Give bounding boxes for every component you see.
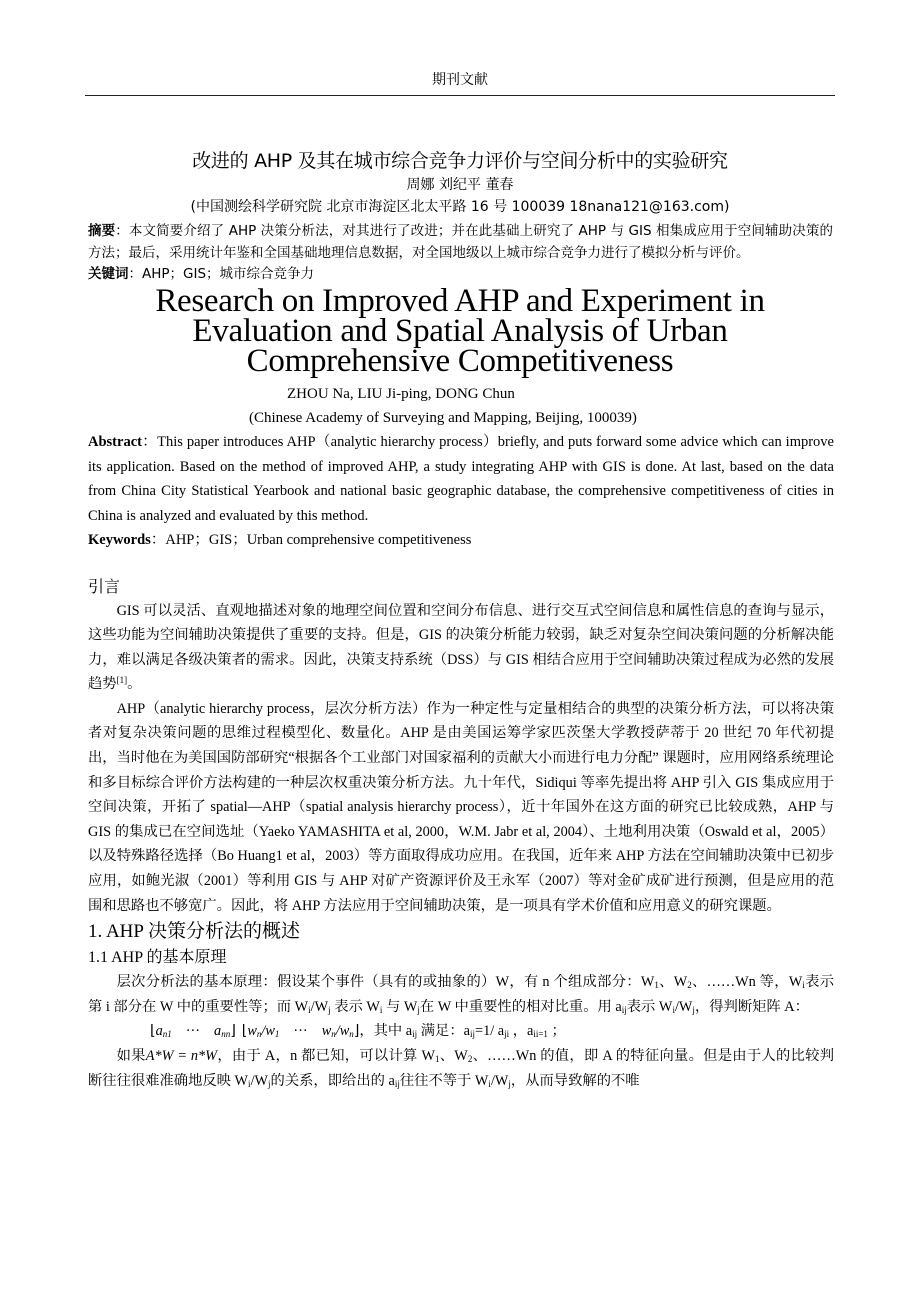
citation-ref[interactable]: [1] — [116, 675, 128, 686]
english-title-line: Research on Improved AHP and Experiment in — [155, 283, 765, 319]
subscript: n — [349, 1029, 354, 1040]
section-1-heading: 1. AHP 决策分析法的概述 — [88, 921, 301, 943]
subscript: nn — [221, 1029, 231, 1040]
subscript: 2 — [467, 1054, 473, 1064]
chinese-keywords-label: 关键词 — [88, 266, 129, 282]
english-abstract — [88, 430, 834, 528]
chinese-affiliation: (中国测绘科学研究院 北京市海淀区北太平路 16 号 100039 18nana121@163.com) — [190, 199, 730, 215]
english-keywords-label: Keywords — [88, 532, 151, 548]
text-run: 、……Wn 等，W — [691, 974, 803, 991]
matrix-dots: ··· — [293, 1023, 308, 1040]
text-run: 的关系，即给出的 a — [270, 1072, 395, 1089]
english-authors: ZHOU Na, LIU Ji-ping, DONG Chun — [287, 386, 515, 402]
matrix-entry: /w — [261, 1023, 275, 1040]
text-run: 与 W — [382, 998, 418, 1015]
subscript: ii=1 — [533, 1029, 548, 1040]
subscript: ij — [469, 1029, 475, 1040]
english-affiliation: (Chinese Academy of Surveying and Mapping, Beijing, 100039) — [249, 410, 637, 426]
subscript: 1 — [434, 1054, 440, 1064]
subscript: j — [328, 1004, 331, 1015]
subscript: i — [672, 1004, 675, 1015]
text-run: ，得判断矩阵 A： — [694, 998, 809, 1015]
subscript: 1 — [654, 980, 659, 991]
text-run: 层次分析法的基本原理：假设某个事件（具有的或抽象的）W，有 n 个组成部分：W — [116, 974, 655, 991]
matrix-right-row: $⌊w_n/w_1$ ··· $w_n/w_n⌋$ — [241, 1023, 360, 1040]
subscript: j — [508, 1078, 511, 1089]
chinese-authors: 周娜 刘纪平 董春 — [406, 177, 514, 193]
intro-paragraph-1 — [88, 599, 834, 697]
chinese-keywords — [88, 264, 833, 284]
document-page — [85, 0, 835, 1133]
text-run: ，其中 a — [359, 1023, 413, 1040]
subscript: j — [692, 1004, 695, 1015]
text-run: 表示第 i 部分在 W 中的重要性等；而 W — [88, 974, 834, 1015]
subscript: ij — [412, 1029, 418, 1040]
intro-p1-end: 。 — [127, 676, 142, 693]
matrix-entry: a — [214, 1023, 222, 1040]
matrix-entry: w — [321, 1023, 332, 1040]
chinese-abstract-text: ：本文简要介绍了 AHP 决策分析法，对其进行了改进；并在此基础上研究了 AHP 与 GIS 相集成应用于空间辅助决策的方法；最后，采用统计年鉴和全国基础地理信息数据，对全国地级以上城市综合竞争力进行了模拟分析与评价。 — [88, 223, 833, 261]
subscript: n — [256, 1029, 262, 1040]
intro-heading: 引言 — [88, 576, 121, 596]
english-title-line: Comprehensive Competitiveness — [246, 343, 674, 379]
subscript: 2 — [687, 980, 692, 991]
subscript: i — [379, 1004, 383, 1015]
text-run: /W — [250, 1072, 269, 1089]
header-divider — [85, 95, 835, 96]
text-run: ，由于 A，n 都已知，可以计算 W — [217, 1048, 435, 1064]
english-keywords-text: ：AHP；GIS；Urban comprehensive competitiveness — [150, 532, 472, 548]
english-title — [85, 283, 835, 379]
text-run: 满足：a — [417, 1023, 470, 1040]
subscript: i — [802, 980, 805, 991]
subscript: 1 — [274, 1029, 280, 1040]
section-1-1-paragraph-1 — [88, 970, 834, 1019]
text-run: 在 W 中重要性的相对比重。用 a — [419, 998, 622, 1015]
intro-p2-text: AHP（analytic hierarchy process，层次分析方法）作为一种定性与定量相结合的典型的决策分析方法，可以将决策者对复杂决策问题的思维过程模型化、数量化。AHP 是由美国运筹学家匹茨堡大学教授萨蒂于 20 世纪 70 年代初提出，当时他在为美国国防部研究“根据各个工业部门对国家福利的贡献大小而进行电力分配” 课题时，应用网络系统理论和多目标综合评价方法构建的一种层次权重决策分析方法。九十年代，Sidiqui 等率先提出将 AHP 引入 GIS 集成应用于空间决策，开拓了 spatial—AHP（spatial analysis hierarchy process），近十年国外在这方面的研究已比较成熟，AHP 与 GIS 的集成已在空间选址（Yaeko YAMASHITA et al, 2000，W.M. Jabr et al, 2004）、土地利用决策（Oswald et al，2005）以及特殊路径选择（Bo Huang1 et al，2003）等方面取得成功应用。在我国，近年来 AHP 方法在空间辅助决策中已初步应用，如鲍光淑（2001）等利用 GIS 与 AHP 对矿产资源评价及王永军（2007）等对金矿成矿进行预测，但是应用的范围和思路也不够宽广。因此，将 AHP 方法应用于空间辅助决策，是一项具有学术价值和应用意义的研究课题。 — [88, 700, 834, 914]
chinese-abstract-label: 摘要 — [88, 223, 116, 239]
text-run: ，a — [509, 1023, 534, 1040]
chinese-abstract — [88, 220, 833, 264]
journal-header: 期刊文献 — [432, 72, 488, 88]
subscript: j — [268, 1078, 271, 1089]
subscript: i — [488, 1078, 491, 1089]
text-run: 如果 — [116, 1048, 146, 1064]
subscript: ij — [394, 1078, 400, 1089]
english-abstract-label: Abstract — [88, 434, 142, 450]
text-run: /W — [490, 1072, 509, 1089]
chinese-title: 改进的 AHP 及其在城市综合竞争力评价与空间分析中的实验研究 — [192, 150, 728, 172]
subscript: i — [308, 1004, 311, 1015]
english-abstract-text: ：This paper introduces AHP（analytic hierarchy process）briefly, and puts forward some advice which can improve its application. Based on the method of improved AHP, a study integrating AHP with GIS is done. At last, based on the data from China City Statistical Yearbook and national basic geographic database, the comprehensive competitiveness of cities in China is analyzed and evaluated by this method. — [88, 434, 834, 524]
subscript: ji — [504, 1029, 510, 1040]
intro-paragraph-2 — [88, 697, 834, 918]
subscript: n — [331, 1029, 336, 1040]
text-run: 表示 W — [330, 998, 380, 1015]
subscript: n1 — [162, 1029, 172, 1040]
text-run: 表示 W — [626, 998, 673, 1015]
subscript: j — [417, 1004, 420, 1015]
eigen-equation: A*W = n*W — [145, 1048, 218, 1064]
text-run: 往往不等于 W — [399, 1072, 489, 1089]
subscript: i — [248, 1078, 251, 1089]
subscript: ij — [621, 1004, 627, 1015]
intro-p1-text: GIS 可以灵活、直观地描述对象的地理空间位置和空间分布信息、进行交互式空间信息和属性信息的查询与显示，这些功能为空间辅助决策提供了重要的支持。但是，GIS 的决策分析能力较弱，缺乏对复杂空间决策问题的分析解决能力，难以满足各级决策者的需求。因此，决策支持系统（DSS）与 GIS 相结合应用于空间辅助决策过程成为必然的发展趋势 — [88, 602, 834, 693]
text-run: =1/ a — [475, 1023, 505, 1040]
text-run: ； — [547, 1023, 566, 1040]
matrix-entry: /w — [335, 1023, 350, 1040]
english-keywords — [88, 528, 834, 553]
section-1-1-paragraph-2 — [88, 1044, 834, 1093]
matrix-left-row: $⌊a_{n1}$ ··· $a_{nn}⌋$ — [150, 1023, 236, 1040]
text-run: 、W — [439, 1048, 468, 1064]
section-1-1-heading: 1.1 AHP 的基本原理 — [88, 949, 227, 967]
text-run: 、……Wn 的值，即 A 的特征向量。但是由于人的比较判断往往很难准确地反映 W — [88, 1048, 835, 1089]
text-run: 、W — [658, 974, 688, 991]
matrix-entry: a — [155, 1023, 163, 1040]
matrix-dots: ··· — [185, 1023, 201, 1040]
text-run: /W — [674, 998, 693, 1015]
text-run: ，从而导致解的不唯 — [510, 1072, 640, 1089]
matrix-entry: w — [247, 1023, 257, 1040]
judgment-matrix-formula — [88, 1019, 834, 1044]
chinese-keywords-text: ：AHP；GIS；城市综合竞争力 — [128, 266, 315, 282]
text-run: /W — [310, 998, 329, 1015]
english-title-line: Evaluation and Spatial Analysis of Urban — [192, 313, 728, 349]
